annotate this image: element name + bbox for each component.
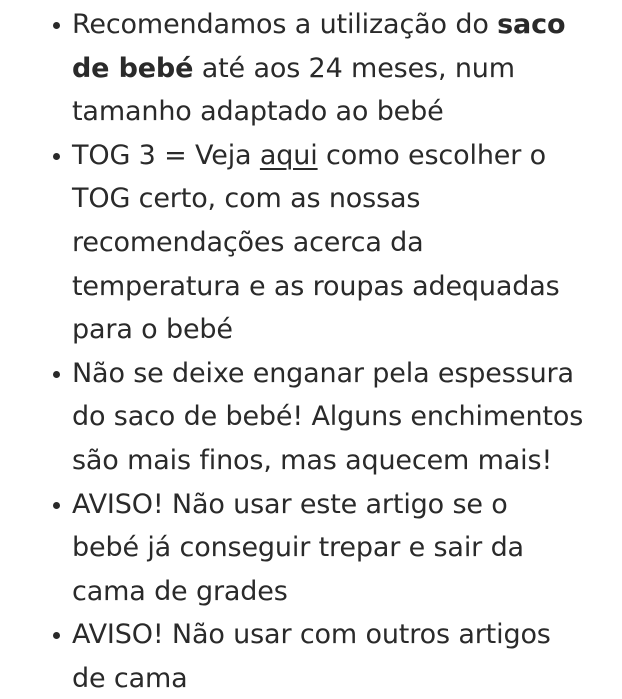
text-line: AVISO! Não usar com outros artigos: [72, 619, 551, 651]
tog-guide-link[interactable]: aqui: [259, 139, 318, 171]
text-span: como escolher o: [317, 139, 547, 171]
text-span: TOG 3 = Veja: [72, 139, 260, 171]
text-span: até aos 24 meses, num: [193, 52, 515, 84]
text-line: [72, 3, 592, 47]
text-line: para o bebé: [72, 314, 233, 346]
bullet-item-warning-bedding: [72, 613, 592, 699]
text-line: de cama: [72, 662, 188, 694]
bullet-dot-icon: [53, 502, 60, 509]
text-line: Não se deixe enganar pela espessura: [72, 357, 574, 389]
bullet-dot-icon: [53, 632, 60, 639]
bullet-item-thickness: [72, 352, 592, 483]
bold-text: de bebé: [72, 52, 194, 84]
text-line: TOG certo, com as nossas: [72, 183, 421, 215]
text-line: do saco de bebé! Alguns enchimentos: [72, 401, 584, 433]
text-line: tamanho adaptado ao bebé: [72, 96, 444, 128]
text-line: [72, 47, 592, 91]
bold-text: saco: [497, 9, 566, 40]
bullet-dot-icon: [53, 371, 60, 378]
bullet-dot-icon: [53, 22, 60, 29]
bullet-dot-icon: [53, 153, 60, 160]
text-line: cama de grades: [72, 575, 288, 607]
text-line: são mais finos, mas aquecem mais!: [72, 444, 553, 476]
text-line: [72, 134, 592, 178]
text-line: recomendações acerca da: [72, 226, 424, 258]
bullet-item-tog: [72, 134, 592, 352]
bullet-item-warning-crib: [72, 483, 592, 614]
bullet-list: [72, 3, 592, 699]
text-line: temperatura e as roupas adequadas: [72, 270, 560, 302]
text-line: bebé já conseguir trepar e sair da: [72, 532, 524, 564]
text-line: AVISO! Não usar este artigo se o: [72, 488, 508, 520]
bullet-item-sleep-bag: [72, 3, 592, 134]
text-span: Recomendamos a utilização do: [72, 9, 498, 40]
